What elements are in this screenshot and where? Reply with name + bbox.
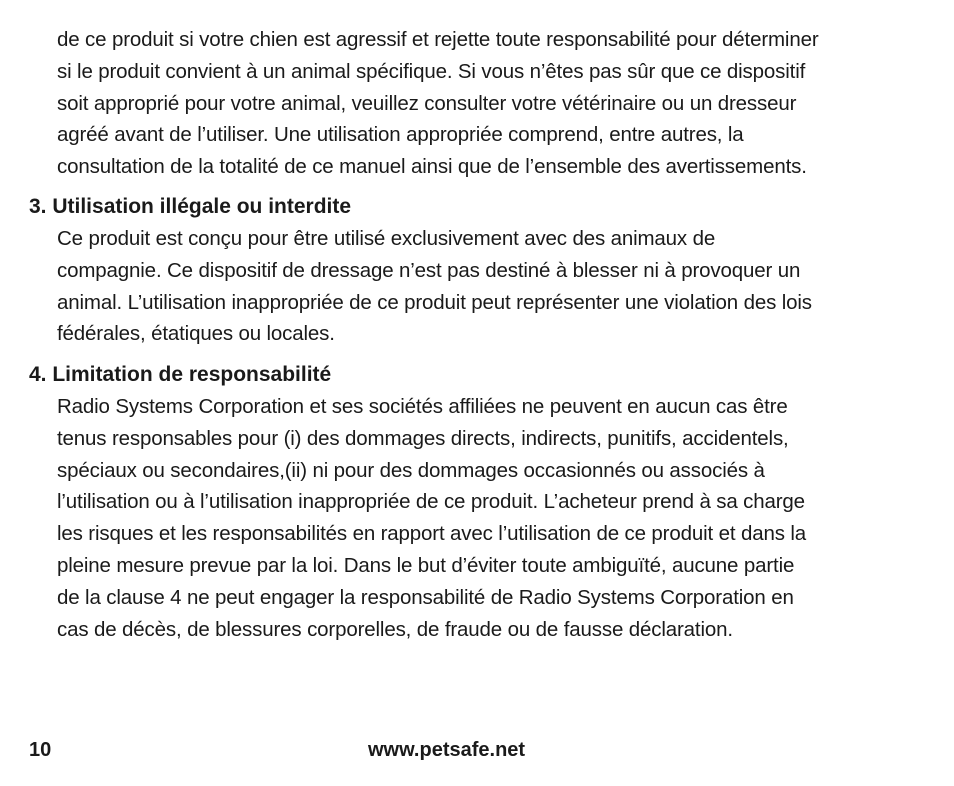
paragraph-line: les risques et les responsabilités en rapport avec l’utilisation de ce produit et dans la bbox=[57, 522, 806, 546]
paragraph-line: Ce produit est conçu pour être utilisé exclusivement avec des animaux de bbox=[57, 227, 716, 250]
page-number: 10 bbox=[29, 739, 52, 761]
paragraph-line: si le produit convient à un animal spécifique. Si vous n’êtes pas sûr que ce dispositif bbox=[57, 59, 806, 83]
paragraph-line: Radio Systems Corporation et ses sociétés affiliées ne peuvent en aucun cas être bbox=[57, 395, 788, 418]
paragraph-line: spéciaux ou secondaires,(ii) ni pour des dommages occasionnés ou associés à bbox=[57, 458, 765, 482]
paragraph-line: soit approprié pour votre animal, veuillez consulter votre vétérinaire ou un dresseur bbox=[57, 91, 797, 115]
section-heading-illegal-use: 3. Utilisation illégale ou interdite bbox=[29, 195, 352, 218]
paragraph-line: cas de décès, de blessures corporelles, de fraude ou de fausse déclaration. bbox=[57, 617, 733, 641]
paragraph-line: l’utilisation ou à l’utilisation inappropriée de ce produit. L’acheteur prend à sa charge bbox=[57, 490, 805, 514]
section-body-illegal-use bbox=[57, 223, 937, 350]
section-heading-liability: 4. Limitation de responsabilité bbox=[29, 363, 332, 386]
footer-website-url: www.petsafe.net bbox=[368, 739, 526, 761]
intro-paragraph bbox=[57, 24, 937, 183]
paragraph-line: de la clause 4 ne peut engager la responsabilité de Radio Systems Corporation en bbox=[57, 585, 794, 609]
paragraph-line: animal. L’utilisation inappropriée de ce produit peut représenter une violation des lois bbox=[57, 290, 812, 314]
paragraph-line: agréé avant de l’utiliser. Une utilisation appropriée comprend, entre autres, la bbox=[57, 123, 744, 147]
paragraph-line: de ce produit si votre chien est agressif et rejette toute responsabilité pour déterminer bbox=[57, 28, 819, 51]
paragraph-line: compagnie. Ce dispositif de dressage n’est pas destiné à blesser ni à provoquer un bbox=[57, 258, 801, 282]
paragraph-line: pleine mesure prevue par la loi. Dans le but d’éviter toute ambiguïté, aucune partie bbox=[57, 553, 795, 577]
paragraph-line: consultation de la totalité de ce manuel ainsi que de l’ensemble des avertissements. bbox=[57, 155, 807, 179]
paragraph-line: fédérales, étatiques ou locales. bbox=[57, 322, 335, 346]
paragraph-line: tenus responsables pour (i) des dommages directs, indirects, punitifs, accidentels, bbox=[57, 426, 789, 450]
section-body-liability bbox=[57, 391, 937, 645]
